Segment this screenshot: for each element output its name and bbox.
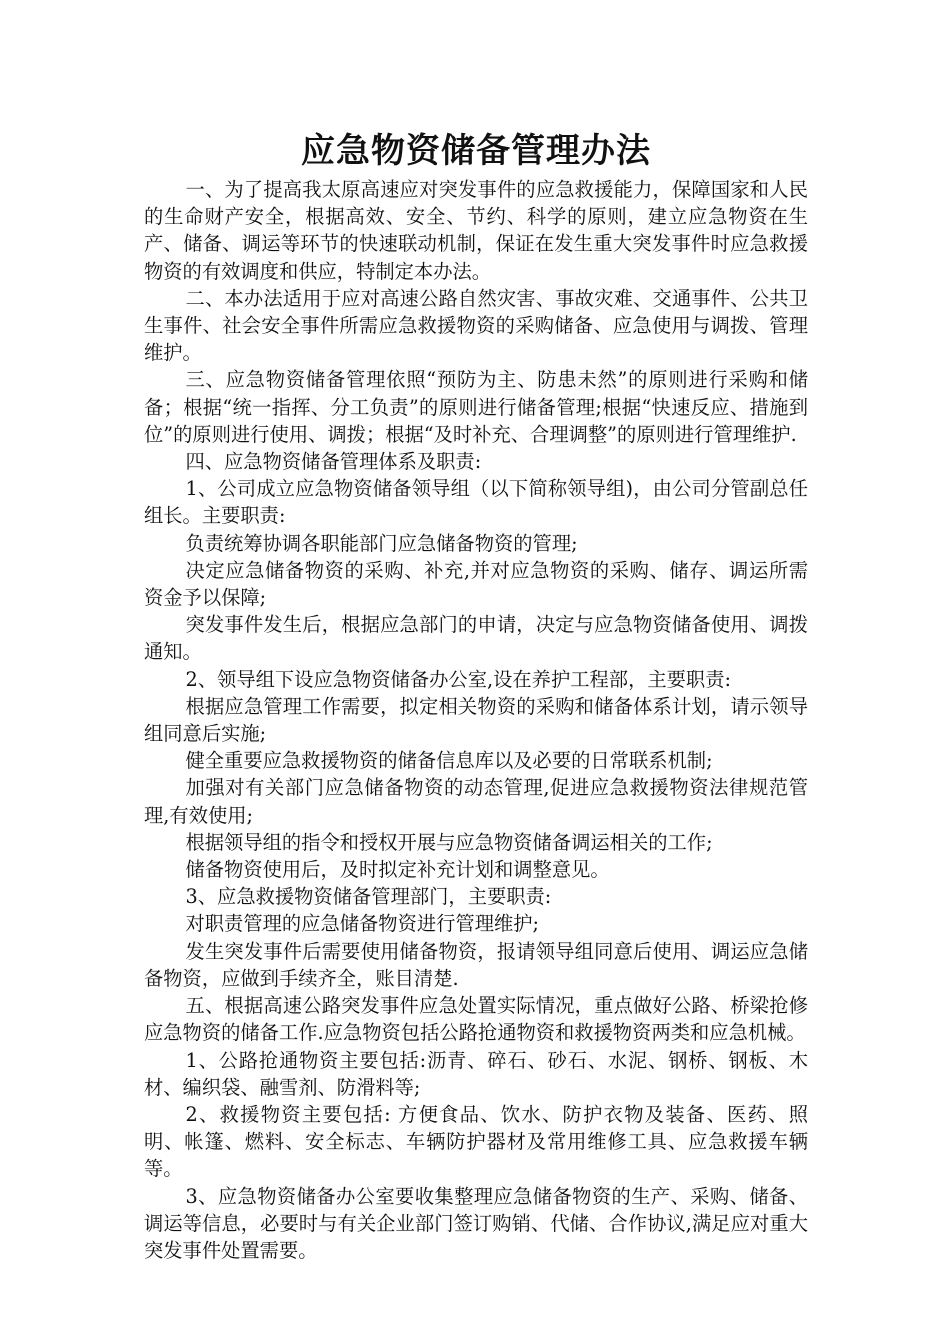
paragraph: 根据领导组的指令和授权开展与应急物资储备调运相关的工作; <box>185 830 713 854</box>
paragraph: 1、公路抢通物资主要包括:沥青、碎石、砂石、水泥、钢桥、钢板、木材、编织袋、融雪剂、防滑料等; <box>144 1048 808 1099</box>
document-page <box>144 126 808 1264</box>
paragraph: 3、应急救援物资储备管理部门，主要职责: <box>185 885 552 909</box>
paragraph: 对职责管理的应急储备物资进行管理维护; <box>185 912 540 936</box>
paragraph: 加强对有关部门应急储备物资的动态管理,促进应急救援物资法律规范管理,有效使用; <box>144 776 808 827</box>
paragraph: 2、救援物资主要包括: 方便食品、饮水、防护衣物及装备、医药、照明、帐篷、燃料、安全标志、车辆防护器材及常用维修工具、应急救援车辆等。 <box>144 1102 808 1181</box>
document-body <box>144 176 808 1264</box>
paragraph: 3、应急物资储备办公室要收集整理应急储备物资的生产、采购、储备、调运等信息，必要时与有关企业部门签订购销、代储、合作协议,满足应对重大突发事件处置需要。 <box>144 1184 808 1262</box>
paragraph: 三、应急物资储备管理依照“预防为主、防患未然”的原则进行采购和储备；根据“统一指挥、分工负责”的原则进行储备管理;根据“快速反应、措施到位”的原则进行使用、调拨；根据“及时补充、合理调整”的原则进行管理维护. <box>144 368 808 446</box>
paragraph: 决定应急储备物资的采购、补充,并对应急物资的采购、储存、调运所需资金予以保障; <box>144 558 808 610</box>
paragraph: 1、公司成立应急物资储备领导组（以下简称领导组)，由公司分管副总任组长。主要职责: <box>144 477 808 528</box>
paragraph: 2、领导组下设应急物资储备办公室,设在养护工程部，主要职责: <box>185 667 731 691</box>
paragraph: 储备物资使用后，及时拟定补充计划和调整意见。 <box>185 858 610 882</box>
paragraph: 负责统筹协调各职能部门应急储备物资的管理; <box>185 531 578 555</box>
paragraph: 四、应急物资储备管理体系及职责: <box>185 450 482 474</box>
paragraph: 一、为了提高我太原高速应对突发事件的应急救援能力，保障国家和人民的生命财产安全，根据高效、安全、节约、科学的原则，建立应急物资在生产、储备、调运等环节的快速联动机制，保证在发生重大突发事件时应急救援物资的有效调度和供应，特制定本办法。 <box>144 178 808 283</box>
document-title: 应急物资储备管理办法 <box>301 131 651 171</box>
paragraph: 根据应急管理工作需要，拟定相关物资的采购和储备体系计划，请示领导组同意后实施; <box>144 694 808 746</box>
paragraph: 二、本办法适用于应对高速公路自然灾害、事故灾难、交通事件、公共卫生事件、社会安全事件所需应急救援物资的采购储备、应急使用与调拨、管理维护。 <box>144 286 808 365</box>
paragraph: 五、根据高速公路突发事件应急处置实际情况，重点做好公路、桥梁抢修应急物资的储备工作.应急物资包括公路抢通物资和救援物资两类和应急机械。 <box>144 994 808 1045</box>
paragraph: 发生突发事件后需要使用储备物资，报请领导组同意后使用、调运应急储备物资，应做到手续齐全，账目清楚. <box>144 939 808 990</box>
paragraph: 突发事件发生后，根据应急部门的申请，决定与应急物资储备使用、调拨通知。 <box>144 613 808 664</box>
paragraph: 健全重要应急救援物资的储备信息库以及必要的日常联系机制; <box>185 749 713 773</box>
